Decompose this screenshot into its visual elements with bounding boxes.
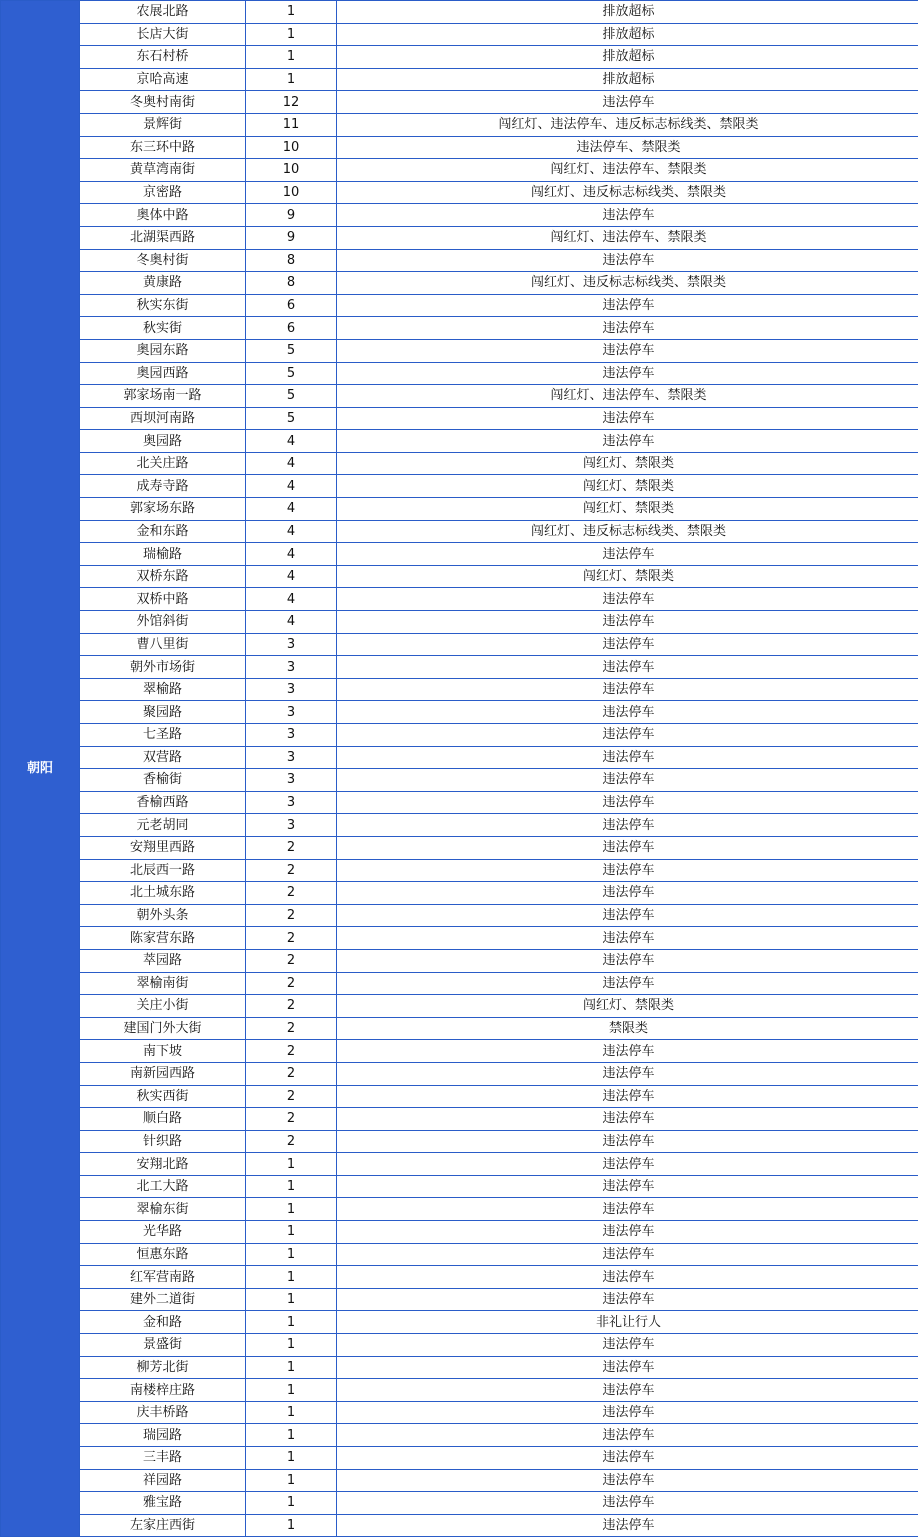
count-cell: 9 — [246, 204, 337, 227]
table-row — [1, 159, 918, 182]
table-row — [1, 1153, 918, 1176]
table-row — [1, 339, 918, 362]
road-cell: 香榆街 — [80, 769, 246, 792]
count-cell: 2 — [246, 1085, 337, 1108]
count-cell: 1 — [246, 1311, 337, 1334]
table-row — [1, 1175, 918, 1198]
reason-cell: 违法停车 — [337, 1514, 918, 1537]
count-cell: 2 — [246, 1017, 337, 1040]
road-cell: 西坝河南路 — [80, 407, 246, 430]
reason-cell: 违法停车 — [337, 1243, 918, 1266]
reason-cell: 违法停车 — [337, 656, 918, 679]
count-cell: 1 — [246, 1243, 337, 1266]
table-row — [1, 1062, 918, 1085]
road-cell: 南下坡 — [80, 1040, 246, 1063]
road-cell: 东石村桥 — [80, 46, 246, 69]
table-row — [1, 430, 918, 453]
road-cell: 南新园西路 — [80, 1062, 246, 1085]
count-cell: 1 — [246, 46, 337, 69]
count-cell: 2 — [246, 859, 337, 882]
table-row — [1, 1108, 918, 1131]
table-body — [1, 1, 918, 1537]
road-cell: 奥体中路 — [80, 204, 246, 227]
reason-cell: 闯红灯、禁限类 — [337, 452, 918, 475]
road-cell: 柳芳北街 — [80, 1356, 246, 1379]
road-cell: 双营路 — [80, 746, 246, 769]
table-row — [1, 836, 918, 859]
road-cell: 光华路 — [80, 1221, 246, 1244]
road-cell: 北辰西一路 — [80, 859, 246, 882]
reason-cell: 违法停车 — [337, 1266, 918, 1289]
count-cell: 9 — [246, 226, 337, 249]
reason-cell: 违法停车 — [337, 949, 918, 972]
table-row — [1, 814, 918, 837]
table-row — [1, 1198, 918, 1221]
reason-cell: 违法停车 — [337, 588, 918, 611]
table-row — [1, 1514, 918, 1537]
reason-cell: 违法停车 — [337, 836, 918, 859]
district-cell: 朝阳 — [1, 1, 80, 1537]
table-row — [1, 1221, 918, 1244]
road-cell: 郭家场东路 — [80, 498, 246, 521]
table-row — [1, 23, 918, 46]
table-row — [1, 995, 918, 1018]
count-cell: 4 — [246, 543, 337, 566]
table-row — [1, 1266, 918, 1289]
road-cell: 关庄小街 — [80, 995, 246, 1018]
table-row — [1, 1040, 918, 1063]
count-cell: 1 — [246, 1266, 337, 1289]
reason-cell: 违法停车 — [337, 1085, 918, 1108]
count-cell: 3 — [246, 633, 337, 656]
reason-cell: 禁限类 — [337, 1017, 918, 1040]
road-cell: 萃园路 — [80, 949, 246, 972]
reason-cell: 违法停车 — [337, 1356, 918, 1379]
count-cell: 1 — [246, 1356, 337, 1379]
road-cell: 三丰路 — [80, 1447, 246, 1470]
reason-cell: 闯红灯、禁限类 — [337, 565, 918, 588]
count-cell: 1 — [246, 23, 337, 46]
road-cell: 雅宝路 — [80, 1492, 246, 1515]
count-cell: 12 — [246, 91, 337, 114]
reason-cell: 违法停车 — [337, 543, 918, 566]
count-cell: 1 — [246, 1401, 337, 1424]
count-cell: 6 — [246, 294, 337, 317]
road-cell: 成寿寺路 — [80, 475, 246, 498]
road-cell: 冬奥村街 — [80, 249, 246, 272]
table-row — [1, 927, 918, 950]
table-row — [1, 633, 918, 656]
count-cell: 5 — [246, 385, 337, 408]
count-cell: 2 — [246, 882, 337, 905]
reason-cell: 排放超标 — [337, 68, 918, 91]
count-cell: 1 — [246, 1447, 337, 1470]
road-cell: 景盛街 — [80, 1334, 246, 1357]
road-cell: 安翔里西路 — [80, 836, 246, 859]
road-cell: 金和东路 — [80, 520, 246, 543]
reason-cell: 违法停车 — [337, 769, 918, 792]
count-cell: 5 — [246, 407, 337, 430]
reason-cell: 违法停车 — [337, 633, 918, 656]
road-cell: 陈家营东路 — [80, 927, 246, 950]
count-cell: 5 — [246, 339, 337, 362]
count-cell: 4 — [246, 611, 337, 634]
reason-cell: 违法停车 — [337, 294, 918, 317]
reason-cell: 违法停车 — [337, 746, 918, 769]
reason-cell: 违法停车 — [337, 204, 918, 227]
table-row — [1, 46, 918, 69]
table-row — [1, 611, 918, 634]
table-row — [1, 656, 918, 679]
table-row — [1, 949, 918, 972]
road-cell: 瑞园路 — [80, 1424, 246, 1447]
table-row — [1, 249, 918, 272]
reason-cell: 闯红灯、禁限类 — [337, 498, 918, 521]
road-cell: 秋实西街 — [80, 1085, 246, 1108]
reason-cell: 违法停车 — [337, 339, 918, 362]
count-cell: 1 — [246, 1198, 337, 1221]
reason-cell: 排放超标 — [337, 23, 918, 46]
table-row — [1, 1243, 918, 1266]
count-cell: 1 — [246, 1492, 337, 1515]
reason-cell: 违法停车 — [337, 724, 918, 747]
road-cell: 翠榆东街 — [80, 1198, 246, 1221]
table-row — [1, 882, 918, 905]
count-cell: 1 — [246, 1379, 337, 1402]
reason-cell: 违法停车 — [337, 1469, 918, 1492]
road-cell: 元老胡同 — [80, 814, 246, 837]
road-cell: 双桥东路 — [80, 565, 246, 588]
count-cell: 2 — [246, 1040, 337, 1063]
table-row — [1, 272, 918, 295]
reason-cell: 闯红灯、违法停车、违反标志标线类、禁限类 — [337, 113, 918, 136]
road-cell: 景辉街 — [80, 113, 246, 136]
count-cell: 2 — [246, 904, 337, 927]
reason-cell: 违法停车 — [337, 1379, 918, 1402]
reason-cell: 排放超标 — [337, 1, 918, 24]
road-cell: 聚园路 — [80, 701, 246, 724]
table-row — [1, 1017, 918, 1040]
count-cell: 1 — [246, 1514, 337, 1537]
road-cell: 秋实街 — [80, 317, 246, 340]
road-cell: 红军营南路 — [80, 1266, 246, 1289]
road-cell: 东三环中路 — [80, 136, 246, 159]
reason-cell: 闯红灯、违法停车、禁限类 — [337, 226, 918, 249]
reason-cell: 违法停车 — [337, 407, 918, 430]
road-cell: 七圣路 — [80, 724, 246, 747]
count-cell: 4 — [246, 498, 337, 521]
count-cell: 1 — [246, 1221, 337, 1244]
count-cell: 1 — [246, 1424, 337, 1447]
count-cell: 4 — [246, 452, 337, 475]
count-cell: 2 — [246, 836, 337, 859]
count-cell: 3 — [246, 678, 337, 701]
count-cell: 2 — [246, 1108, 337, 1131]
reason-cell: 违法停车 — [337, 1492, 918, 1515]
reason-cell: 闯红灯、违反标志标线类、禁限类 — [337, 520, 918, 543]
road-cell: 北工大路 — [80, 1175, 246, 1198]
count-cell: 3 — [246, 746, 337, 769]
count-cell: 2 — [246, 927, 337, 950]
count-cell: 4 — [246, 565, 337, 588]
table-row — [1, 498, 918, 521]
road-cell: 左家庄西街 — [80, 1514, 246, 1537]
reason-cell: 违法停车 — [337, 1108, 918, 1131]
reason-cell: 违法停车 — [337, 1130, 918, 1153]
count-cell: 2 — [246, 949, 337, 972]
count-cell: 1 — [246, 1175, 337, 1198]
count-cell: 3 — [246, 701, 337, 724]
reason-cell: 违法停车 — [337, 1288, 918, 1311]
road-cell: 奥园路 — [80, 430, 246, 453]
reason-cell: 违法停车 — [337, 859, 918, 882]
reason-cell: 违法停车 — [337, 91, 918, 114]
reason-cell: 违法停车 — [337, 611, 918, 634]
reason-cell: 违法停车、禁限类 — [337, 136, 918, 159]
count-cell: 3 — [246, 814, 337, 837]
road-cell: 双桥中路 — [80, 588, 246, 611]
table-row — [1, 1085, 918, 1108]
table-row — [1, 181, 918, 204]
road-cell: 黄康路 — [80, 272, 246, 295]
table-row — [1, 407, 918, 430]
reason-cell: 违法停车 — [337, 701, 918, 724]
table-row — [1, 678, 918, 701]
reason-cell: 闯红灯、违反标志标线类、禁限类 — [337, 181, 918, 204]
count-cell: 2 — [246, 1130, 337, 1153]
reason-cell: 闯红灯、违法停车、禁限类 — [337, 385, 918, 408]
table-row — [1, 1311, 918, 1334]
table-row — [1, 859, 918, 882]
table-row — [1, 724, 918, 747]
table-row — [1, 1379, 918, 1402]
reason-cell: 违法停车 — [337, 1062, 918, 1085]
road-cell: 朝外市场街 — [80, 656, 246, 679]
road-cell: 北关庄路 — [80, 452, 246, 475]
table-row — [1, 68, 918, 91]
reason-cell: 闯红灯、禁限类 — [337, 995, 918, 1018]
road-cell: 郭家场南一路 — [80, 385, 246, 408]
table-row — [1, 791, 918, 814]
road-cell: 庆丰桥路 — [80, 1401, 246, 1424]
reason-cell: 闯红灯、违法停车、禁限类 — [337, 159, 918, 182]
reason-cell: 违法停车 — [337, 972, 918, 995]
reason-cell: 违法停车 — [337, 1153, 918, 1176]
road-cell: 北土城东路 — [80, 882, 246, 905]
count-cell: 8 — [246, 249, 337, 272]
road-cell: 建外二道街 — [80, 1288, 246, 1311]
table-row — [1, 452, 918, 475]
table-row — [1, 1130, 918, 1153]
count-cell: 1 — [246, 68, 337, 91]
table-row — [1, 385, 918, 408]
count-cell: 10 — [246, 136, 337, 159]
count-cell: 1 — [246, 1153, 337, 1176]
road-cell: 曹八里街 — [80, 633, 246, 656]
reason-cell: 闯红灯、违反标志标线类、禁限类 — [337, 272, 918, 295]
road-cell: 建国门外大街 — [80, 1017, 246, 1040]
count-cell: 11 — [246, 113, 337, 136]
count-cell: 4 — [246, 430, 337, 453]
road-cell: 安翔北路 — [80, 1153, 246, 1176]
reason-cell: 违法停车 — [337, 430, 918, 453]
reason-cell: 违法停车 — [337, 1221, 918, 1244]
road-cell: 京哈高速 — [80, 68, 246, 91]
reason-cell: 违法停车 — [337, 1040, 918, 1063]
road-cell: 黄草湾南街 — [80, 159, 246, 182]
count-cell: 3 — [246, 724, 337, 747]
count-cell: 1 — [246, 1288, 337, 1311]
reason-cell: 违法停车 — [337, 1175, 918, 1198]
table-row — [1, 204, 918, 227]
count-cell: 4 — [246, 475, 337, 498]
reason-cell: 排放超标 — [337, 46, 918, 69]
reason-cell: 违法停车 — [337, 1198, 918, 1221]
road-cell: 针织路 — [80, 1130, 246, 1153]
road-cell: 金和路 — [80, 1311, 246, 1334]
count-cell: 8 — [246, 272, 337, 295]
road-cell: 秋实东街 — [80, 294, 246, 317]
road-cell: 外馆斜街 — [80, 611, 246, 634]
table-row — [1, 769, 918, 792]
table-row — [1, 136, 918, 159]
table-row — [1, 91, 918, 114]
count-cell: 2 — [246, 972, 337, 995]
road-cell: 祥园路 — [80, 1469, 246, 1492]
count-cell: 2 — [246, 995, 337, 1018]
count-cell: 3 — [246, 656, 337, 679]
reason-cell: 违法停车 — [337, 1334, 918, 1357]
table-row — [1, 475, 918, 498]
reason-cell: 违法停车 — [337, 1447, 918, 1470]
table-row — [1, 588, 918, 611]
count-cell: 10 — [246, 181, 337, 204]
count-cell: 2 — [246, 1062, 337, 1085]
reason-cell: 违法停车 — [337, 814, 918, 837]
table-row — [1, 565, 918, 588]
reason-cell: 违法停车 — [337, 882, 918, 905]
count-cell: 4 — [246, 588, 337, 611]
reason-cell: 违法停车 — [337, 362, 918, 385]
road-cell: 翠榆南街 — [80, 972, 246, 995]
road-cell: 瑞榆路 — [80, 543, 246, 566]
road-cell: 冬奥村南街 — [80, 91, 246, 114]
count-cell: 6 — [246, 317, 337, 340]
table-row — [1, 701, 918, 724]
reason-cell: 闯红灯、禁限类 — [337, 475, 918, 498]
reason-cell: 违法停车 — [337, 1401, 918, 1424]
count-cell: 10 — [246, 159, 337, 182]
table-row — [1, 904, 918, 927]
table-row — [1, 1447, 918, 1470]
count-cell: 1 — [246, 1334, 337, 1357]
table-row — [1, 294, 918, 317]
table-row — [1, 1492, 918, 1515]
table-row — [1, 1401, 918, 1424]
reason-cell: 违法停车 — [337, 249, 918, 272]
table-row — [1, 1356, 918, 1379]
reason-cell: 非礼让行人 — [337, 1311, 918, 1334]
road-cell: 京密路 — [80, 181, 246, 204]
table-row — [1, 1469, 918, 1492]
road-cell: 恒惠东路 — [80, 1243, 246, 1266]
count-cell: 1 — [246, 1, 337, 24]
road-cell: 农展北路 — [80, 1, 246, 24]
road-cell: 北湖渠西路 — [80, 226, 246, 249]
table-row — [1, 226, 918, 249]
reason-cell: 违法停车 — [337, 1424, 918, 1447]
reason-cell: 违法停车 — [337, 317, 918, 340]
road-cell: 南楼梓庄路 — [80, 1379, 246, 1402]
table-row — [1, 317, 918, 340]
road-cell: 长店大街 — [80, 23, 246, 46]
table-row — [1, 543, 918, 566]
reason-cell: 违法停车 — [337, 927, 918, 950]
count-cell: 5 — [246, 362, 337, 385]
table-row — [1, 362, 918, 385]
table-row — [1, 1334, 918, 1357]
road-cell: 香榆西路 — [80, 791, 246, 814]
reason-cell: 违法停车 — [337, 791, 918, 814]
table-row — [1, 113, 918, 136]
road-cell: 顺白路 — [80, 1108, 246, 1131]
table-row — [1, 1288, 918, 1311]
count-cell: 4 — [246, 520, 337, 543]
table-row — [1, 1424, 918, 1447]
road-cell: 奥园西路 — [80, 362, 246, 385]
table-row — [1, 1, 918, 24]
road-cell: 奥园东路 — [80, 339, 246, 362]
count-cell: 3 — [246, 769, 337, 792]
table-row — [1, 972, 918, 995]
table-row — [1, 746, 918, 769]
count-cell: 3 — [246, 791, 337, 814]
reason-cell: 违法停车 — [337, 904, 918, 927]
count-cell: 1 — [246, 1469, 337, 1492]
reason-cell: 违法停车 — [337, 678, 918, 701]
table-row — [1, 520, 918, 543]
road-cell: 朝外头条 — [80, 904, 246, 927]
road-cell: 翠榆路 — [80, 678, 246, 701]
